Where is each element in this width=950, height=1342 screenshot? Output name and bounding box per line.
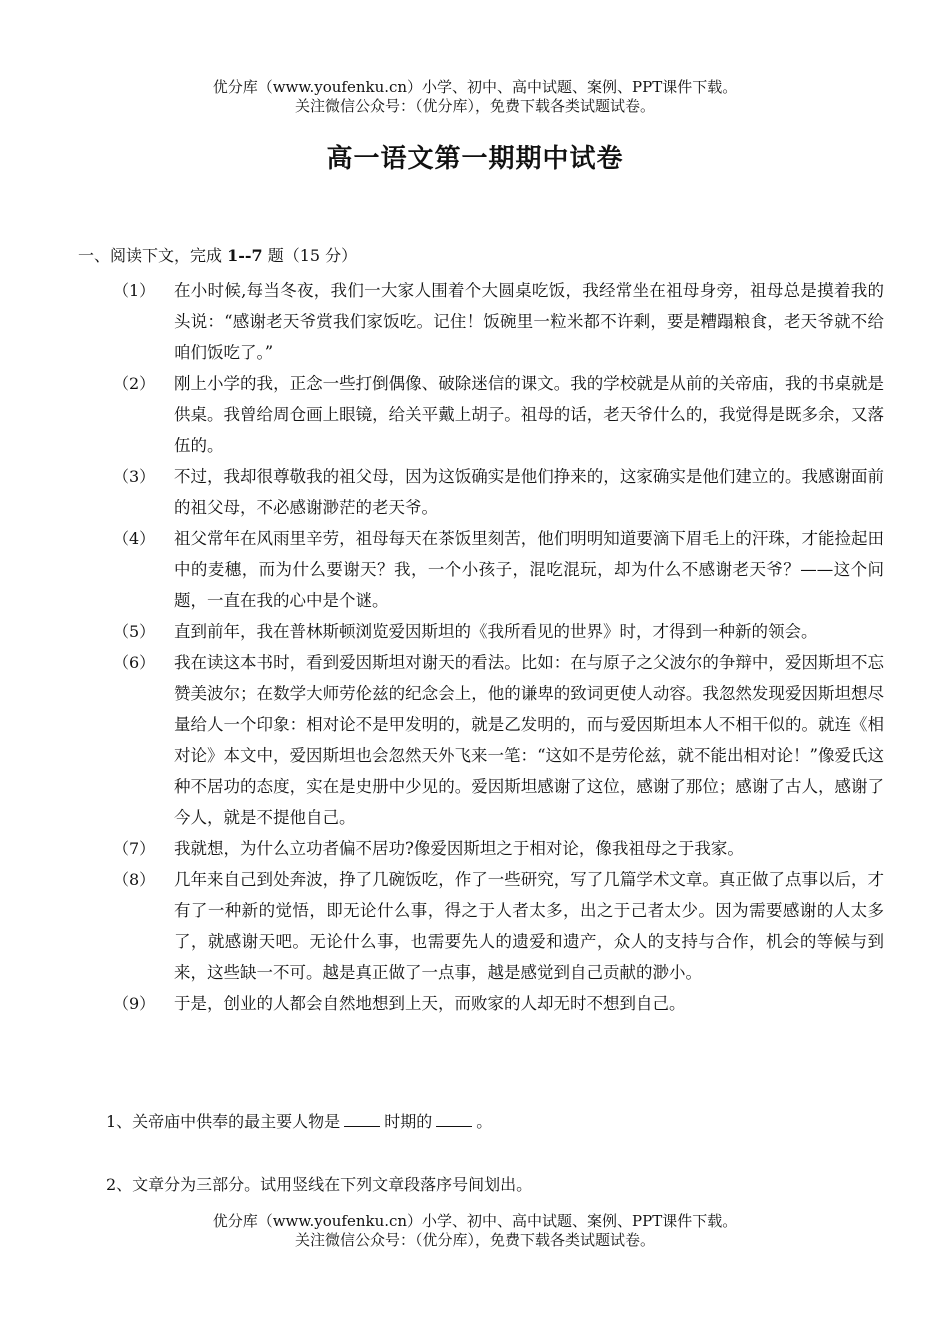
paragraph: [0, 864, 950, 988]
paragraph: [0, 988, 950, 1019]
paragraph-text: 几年来自己到处奔波，挣了几碗饭吃，作了一些研究，写了几篇学术文章。真正做了点事以后，才有了一种新的觉悟，即无论什么事，得之于人者太多，出之于己者太少。因为需要感谢的人太多了，就感谢天吧。无论什么事，也需要先人的遗爱和遗产，众人的支持与合作，机会的等候与到来，这些缺一不可。越是真正做了一点事，越是感觉到自己贡献的渺小。: [174, 870, 884, 982]
passage: [0, 275, 950, 1019]
question-1-text-b: 时期的: [384, 1112, 433, 1131]
paragraph-number: （3）: [113, 467, 156, 486]
answer-blank-1[interactable]: [344, 1112, 380, 1127]
header-line-1: 优分库（www.youfenku.cn）小学、初中、高中试题、案例、PPT课件下载。: [212, 78, 738, 96]
paragraph-text: 直到前年，我在普林斯顿浏览爱因斯坦的《我所看见的世界》时，才得到一种新的领会。: [174, 622, 818, 641]
page-title: 高一语文第一期期中试卷: [326, 144, 624, 174]
paragraph-text: 刚上小学的我，正念一些打倒偶像、破除迷信的课文。我的学校就是从前的关帝庙，我的书桌就是供桌。我曾给周仓画上眼镜，给关平戴上胡子。祖母的话，老天爷什么的，我觉得是既多余，又落伍的。: [174, 374, 884, 455]
paragraph-text: 于是，创业的人都会自然地想到上天，而败家的人却无时不想到自己。: [174, 994, 686, 1013]
paragraph-text: 我在读这本书时，看到爱因斯坦对谢天的看法。比如：在与原子之父波尔的争辩中，爱因斯坦不忘赞美波尔；在数学大师劳伦兹的纪念会上，他的谦卑的致词更使人动容。我忽然发现爱因斯坦想尽量给人一个印象：相对论不是甲发明的，就是乙发明的，而与爱因斯坦本人不相干似的。就连《相对论》本文中，爱因斯坦也会忽然天外飞来一笔：“这如不是劳伦兹，就不能出相对论！”像爱氏这种不居功的态度，实在是史册中少见的。爱因斯坦感谢了这位，感谢了那位；感谢了古人，感谢了今人，就是不提他自己。: [174, 653, 884, 827]
section-range: 1--7: [227, 246, 263, 265]
paragraph: [0, 461, 950, 523]
paragraph-number: （8）: [113, 870, 156, 889]
paragraph-number: （4）: [113, 529, 156, 548]
answer-blank-2[interactable]: [436, 1112, 472, 1127]
section-suffix: 题（15 分）: [262, 246, 358, 265]
paragraph-text: 祖父常年在风雨里辛劳，祖母每天在茶饭里刻苦，他们明明知道要滴下眉毛上的汗珠，才能捡起田中的麦穗，而为什么要谢天？我，一个小孩子，混吃混玩，却为什么不感谢老天爷？——这个问题，一直在我的心中是个谜。: [174, 529, 884, 610]
paragraph: [0, 647, 950, 833]
question-1-text-c: 。: [476, 1112, 493, 1131]
paragraph-text: 不过，我却很尊敬我的祖父母，因为这饭确实是他们挣来的，这家确实是他们建立的。我感谢面前的祖父母，不必感谢渺茫的老天爷。: [174, 467, 884, 517]
paragraph-number: （1）: [113, 281, 156, 300]
page-footer: [0, 1212, 950, 1250]
footer-line-1: 优分库（www.youfenku.cn）小学、初中、高中试题、案例、PPT课件下载。: [212, 1212, 738, 1230]
paragraph-text: 我就想，为什么立功者偏不居功?像爱因斯坦之于相对论，像我祖母之于我家。: [174, 839, 744, 858]
paragraph: [0, 833, 950, 864]
paragraph-number: （2）: [113, 374, 156, 393]
section-heading: [78, 244, 357, 268]
paragraph-text: 在小时候,每当冬夜，我们一大家人围着个大圆桌吃饭，我经常坐在祖母身旁，祖母总是摸着我的头说：“感谢老天爷赏我们家饭吃。记住！饭碗里一粒米都不许剩，要是糟蹋粮食，老天爷就不给咱们饭吃了。”: [174, 281, 884, 362]
paragraph-number: （7）: [113, 839, 156, 858]
footer-line-2: 关注微信公众号：（优分库），免费下载各类试题试卷。: [294, 1231, 655, 1249]
paragraph: [0, 368, 950, 461]
question-1: [106, 1110, 492, 1134]
paragraph-number: （5）: [113, 622, 156, 641]
paragraph-number: （6）: [113, 653, 156, 672]
paragraph: [0, 523, 950, 616]
page-header: [0, 78, 950, 116]
paragraph: [0, 616, 950, 647]
header-line-2: 关注微信公众号：（优分库），免费下载各类试题试卷。: [294, 97, 655, 115]
paragraph: [0, 275, 950, 368]
section-prefix: 一、阅读下文，完成: [78, 246, 228, 265]
paragraph-number: （9）: [113, 994, 156, 1013]
question-2: 2、文章分为三部分。试用竖线在下列文章段落序号间划出。: [106, 1175, 533, 1194]
question-1-text-a: 1、关帝庙中供奉的最主要人物是: [106, 1112, 341, 1131]
